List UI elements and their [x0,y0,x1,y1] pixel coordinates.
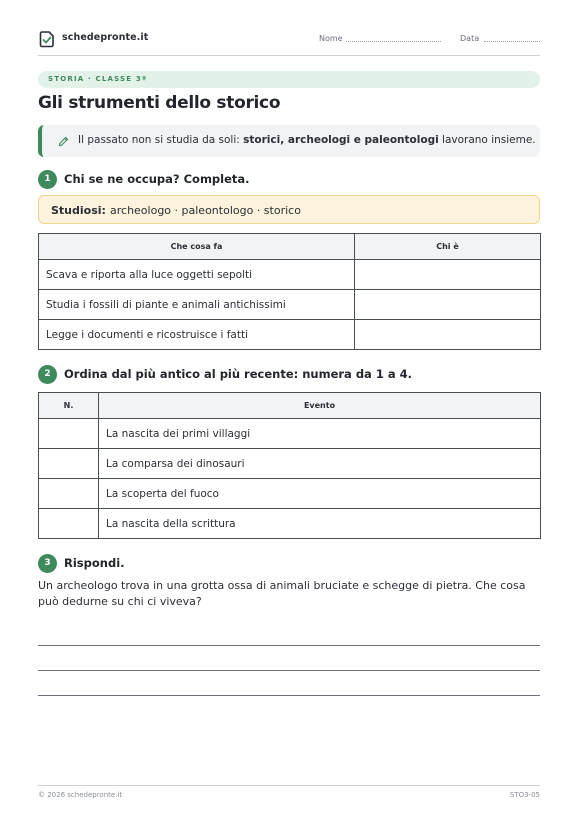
section-1-title: Chi se ne occupa? Completa. [64,172,250,186]
brand-name: schedepronte.it [62,32,149,43]
worksheet-code: STO3-05 [509,791,540,799]
subject-tag-label: STORIA · CLASSE 3ª [48,75,148,83]
column-header: Che cosa fa [39,234,355,260]
event-cell: La comparsa dei dinosauri [99,449,541,479]
column-header: Chi è [355,234,541,260]
number-cell[interactable] [39,509,99,539]
section-1-number: 1 [38,170,57,189]
section-3-heading [38,554,238,574]
column-header: N. [39,393,99,419]
subject-tag [38,71,540,88]
name-label: Nome [319,34,343,43]
event-cell: La nascita della scrittura [99,509,541,539]
table-row [39,419,541,449]
name-field[interactable] [346,41,441,42]
page-footer [38,785,540,799]
table-row [39,479,541,509]
answer-line[interactable] [38,695,540,696]
column-header: Evento [99,393,541,419]
intro-note [38,125,540,157]
pencil-icon [58,136,69,147]
number-cell[interactable] [39,419,99,449]
table-row [39,260,541,290]
section-3-number: 3 [38,554,57,573]
who-table [38,233,541,350]
answer-cell[interactable] [355,290,541,320]
table-row [39,509,541,539]
section-1-heading [38,170,338,190]
number-cell[interactable] [39,479,99,509]
copyright: © 2026 schedepronte.it [38,791,123,799]
date-field[interactable] [484,41,540,42]
table-row [39,449,541,479]
answer-cell[interactable] [355,320,541,350]
intro-note-bold: storici, archeologi e paleontologi [243,134,439,146]
section-3-title: Rispondi. [64,556,125,570]
event-cell: La nascita dei primi villaggi [99,419,541,449]
event-cell: La scoperta del fuoco [99,479,541,509]
page-title: Gli strumenti dello storico [38,93,281,113]
section-2-number: 2 [38,365,57,384]
answer-line[interactable] [38,670,540,671]
section-2-heading [38,365,438,385]
date-label: Data [460,34,480,43]
checklist-logo-icon [38,30,56,48]
word-bank [38,195,540,224]
answer-line[interactable] [38,645,540,646]
section-2-title: Ordina dal più antico al più recente: numera da 1 a 4. [64,367,412,381]
activity-cell: Scava e riporta alla luce oggetti sepolti [39,260,355,290]
intro-note-text: Il passato non si studia da soli: storici, archeologi e paleontologi lavorano insieme. [78,134,536,146]
order-table [38,392,541,539]
word-bank-label: Studiosi: [51,204,106,217]
answer-cell[interactable] [355,260,541,290]
number-cell[interactable] [39,449,99,479]
activity-cell: Studia i fossili di piante e animali antichissimi [39,290,355,320]
activity-cell: Legge i documenti e ricostruisce i fatti [39,320,355,350]
question-text: Un archeologo trova in una grotta ossa di animali bruciate e schegge di pietra. Che cosa può dedurne su chi ci viveva? [38,579,526,608]
page-header [38,28,540,56]
word-bank-words: archeologo · paleontologo · storico [110,204,301,217]
table-row [39,320,541,350]
table-row [39,290,541,320]
